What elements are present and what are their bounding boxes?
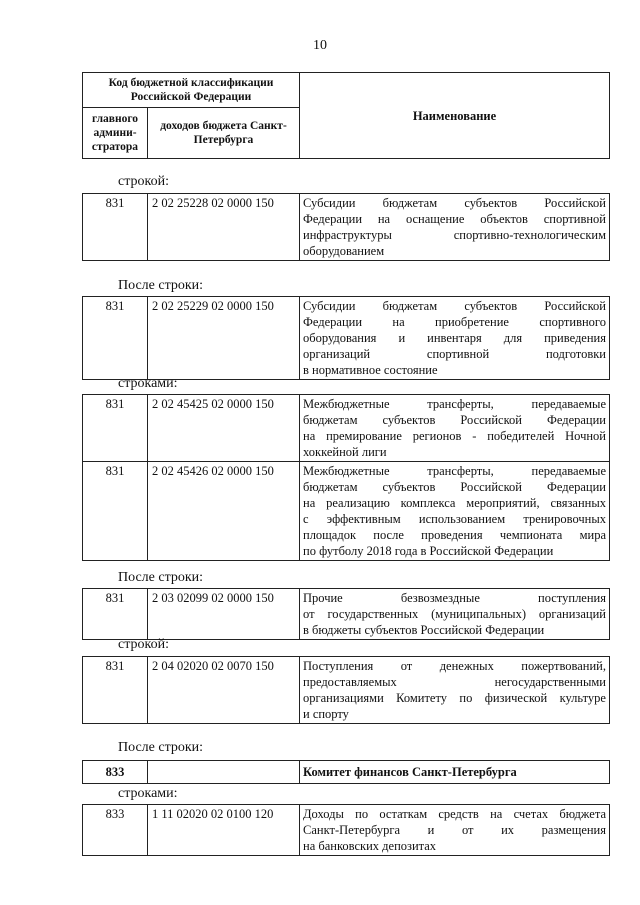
table-row: [83, 462, 610, 561]
income-code: 2 02 45426 02 0000 150: [148, 462, 300, 561]
table-row: [83, 589, 610, 640]
name-line: Санкт-Петербурга и от их размещения: [303, 823, 606, 837]
name-line: Федерации на приобретение спортивного: [303, 315, 606, 329]
name-line: площадок после проведения чемпионата мира: [303, 528, 606, 542]
label-after-row: После строки:: [118, 278, 204, 293]
name-line: оборудования и инвентаря для приведения: [303, 331, 606, 345]
income-name: [300, 761, 610, 784]
name-line: Комитет финансов Санкт-Петербурга: [303, 765, 517, 779]
name-line: хоккейной лиги: [303, 445, 387, 459]
table-row: [83, 761, 610, 784]
table-row: [83, 194, 610, 261]
income-name: [300, 395, 610, 462]
name-line: на реализацию комплекса мероприятий, связанных: [303, 496, 606, 510]
income-code: [148, 761, 300, 784]
name-line: Поступления от денежных пожертвований,: [303, 659, 606, 673]
income-code: 2 02 25229 02 0000 150: [148, 297, 300, 380]
name-line: в бюджеты субъектов Российской Федерации: [303, 623, 545, 637]
admin-code: 831: [83, 194, 148, 261]
admin-code: 831: [83, 589, 148, 640]
name-line: Субсидии бюджетам субъектов Российской: [303, 196, 606, 210]
income-name: [300, 589, 610, 640]
label-rows: строками:: [118, 786, 178, 801]
admin-code: 831: [83, 395, 148, 462]
name-line: организациями Комитету по физической культуре: [303, 691, 606, 705]
name-line: и спорту: [303, 707, 349, 721]
name-line: бюджетам субъектов Российской Федерации: [303, 413, 606, 427]
budget-table-5: [82, 656, 610, 724]
income-name: [300, 657, 610, 724]
income-name: [300, 462, 610, 561]
label-single-row: строкой:: [118, 174, 169, 189]
label-single-row: строкой:: [118, 637, 169, 652]
name-line: предоставляемых негосударственными: [303, 675, 606, 689]
income-code: 2 02 45425 02 0000 150: [148, 395, 300, 462]
budget-table-4: [82, 588, 610, 640]
name-line: от государственных (муниципальных) организаций: [303, 607, 606, 621]
name-line: Федерации на оснащение объектов спортивной: [303, 212, 606, 226]
name-line: оборудованием: [303, 244, 385, 258]
name-line: Межбюджетные трансферты, передаваемые: [303, 464, 606, 478]
header-admin-label: главного админи-стратора: [83, 108, 148, 159]
budget-table-3: [82, 394, 610, 561]
income-name: [300, 297, 610, 380]
label-after-row: После строки:: [118, 570, 204, 585]
name-line: бюджетам субъектов Российской Федерации: [303, 480, 606, 494]
income-name: [300, 194, 610, 261]
budget-table-1: [82, 193, 610, 261]
name-line: с эффективным использованием тренировочных: [303, 512, 606, 526]
income-code: 2 04 02020 02 0070 150: [148, 657, 300, 724]
header-income-label: доходов бюджета Санкт-Петербурга: [148, 108, 300, 159]
name-line: по футболу 2018 года в Российской Федерации: [303, 544, 554, 558]
name-line: Прочие безвозмездные поступления: [303, 591, 606, 605]
admin-code: 831: [83, 297, 148, 380]
income-name: [300, 805, 610, 856]
label-after-row: После строки:: [118, 740, 204, 755]
label-rows: строками:: [118, 376, 178, 391]
table-row: [83, 395, 610, 462]
name-line: на премирование регионов - победителей Ночной: [303, 429, 606, 443]
table-row: [83, 657, 610, 724]
income-code: 1 11 02020 02 0100 120: [148, 805, 300, 856]
admin-code: 831: [83, 462, 148, 561]
name-line: Субсидии бюджетам субъектов Российской: [303, 299, 606, 313]
budget-table-7: [82, 804, 610, 856]
header-group-label: Код бюджетной классификации Российской Федерации: [83, 73, 300, 108]
income-code: 2 02 25228 02 0000 150: [148, 194, 300, 261]
table-row: [83, 805, 610, 856]
name-line: Межбюджетные трансферты, передаваемые: [303, 397, 606, 411]
name-line: на банковских депозитах: [303, 839, 437, 853]
name-line: в нормативное состояние: [303, 363, 438, 377]
admin-code: 833: [83, 805, 148, 856]
page-number: 10: [313, 38, 327, 53]
name-line: организаций спортивной подготовки: [303, 347, 606, 361]
name-line: Доходы по остаткам средств на счетах бюджета: [303, 807, 606, 821]
table-row: [83, 297, 610, 380]
header-name-label: Наименование: [300, 73, 610, 159]
admin-code: 831: [83, 657, 148, 724]
income-code: 2 03 02099 02 0000 150: [148, 589, 300, 640]
admin-code: 833: [83, 761, 148, 784]
budget-table-6: [82, 760, 610, 784]
classification-header-table: [82, 72, 610, 159]
budget-table-2: [82, 296, 610, 380]
name-line: инфраструктуры спортивно-технологическим: [303, 228, 606, 242]
